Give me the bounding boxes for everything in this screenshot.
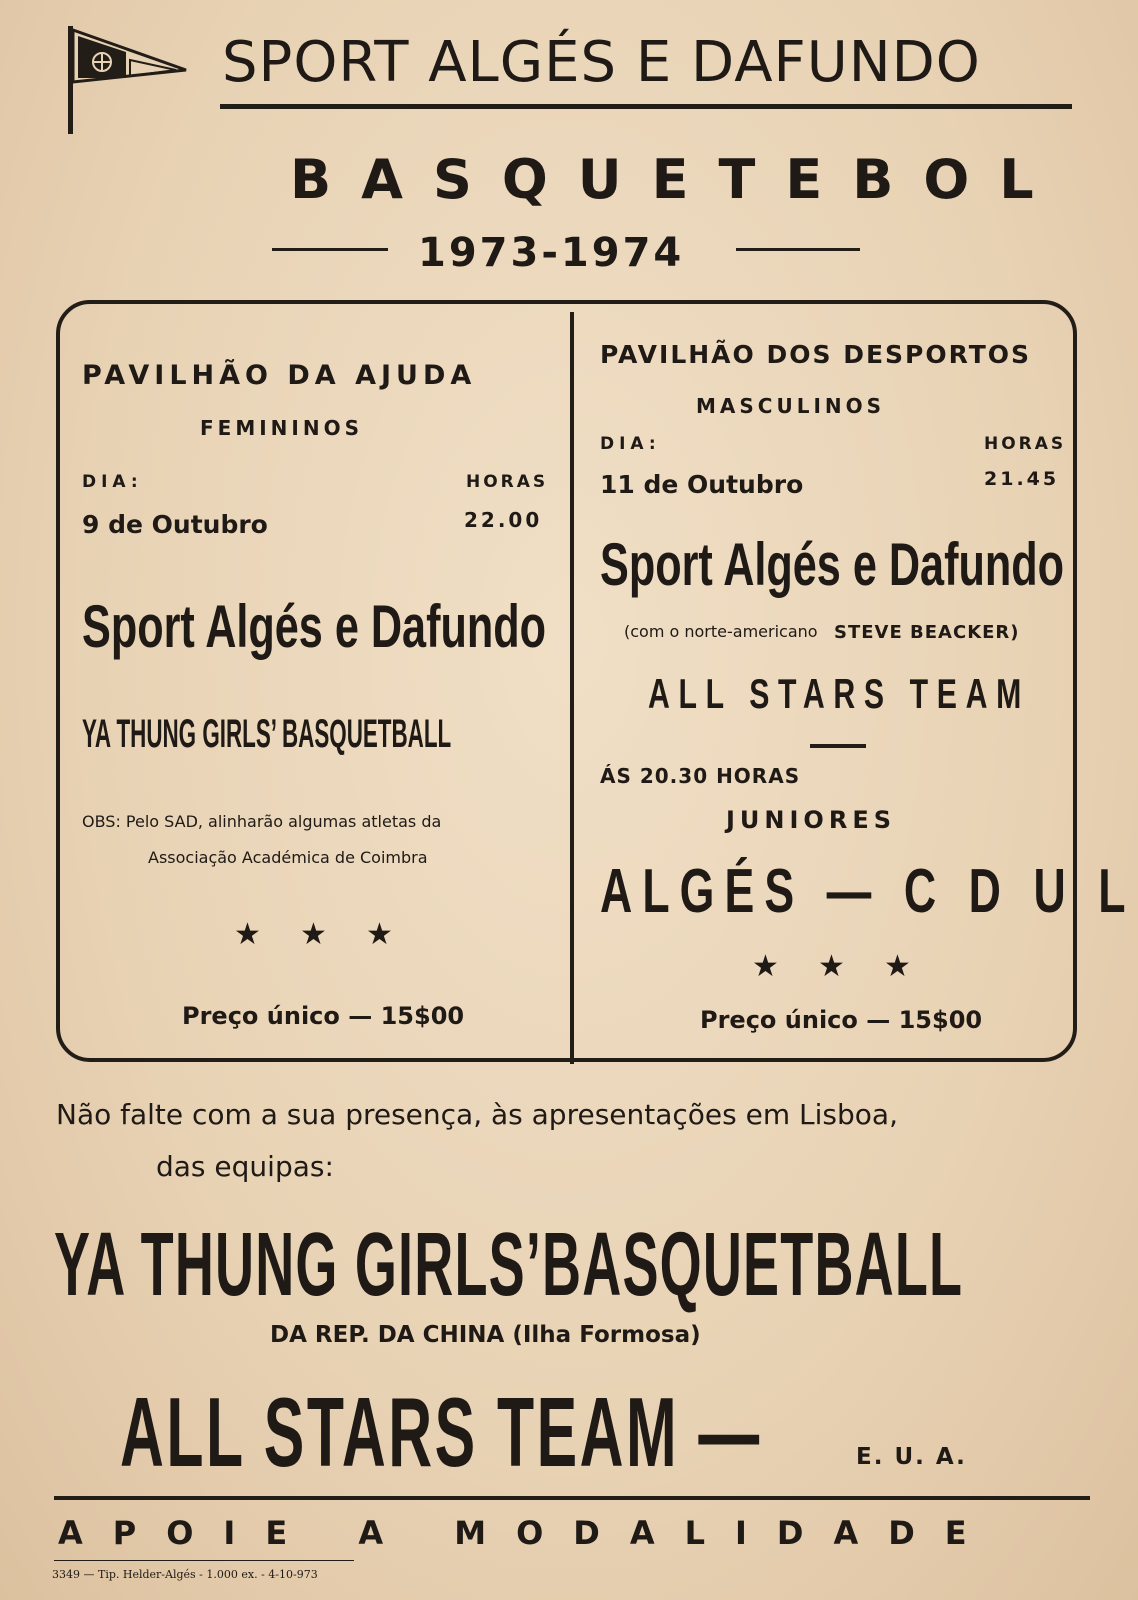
slogan: APOIE A MODALIDADE <box>58 1514 997 1552</box>
left-obs-line2: Associação Académica de Coimbra <box>148 848 428 867</box>
star-icon: ★ <box>818 949 845 984</box>
left-category: FEMININOS <box>200 416 363 440</box>
right-category: MASCULINOS <box>696 394 886 418</box>
right-junior-category: JUNIORES <box>726 806 896 834</box>
right-date: 11 de Outubro <box>600 470 804 499</box>
team2-name: ALL STARS TEAM — <box>120 1377 762 1487</box>
club-name: SPORT ALGÉS E DAFUNDO <box>222 30 981 95</box>
sport-title: BASQUETEBOL <box>290 148 1064 211</box>
right-home-team: Sport Algés e Dafundo <box>600 531 1065 598</box>
season-rule-right <box>736 248 860 251</box>
right-note-prefix: (com o norte-americano <box>624 622 818 641</box>
invite-line2: das equipas: <box>156 1150 334 1183</box>
star-icon: ★ <box>884 949 911 984</box>
team1-origin: DA REP. DA CHINA (Ilha Formosa) <box>270 1322 701 1348</box>
invite-line1: Não falte com a sua presença, às apresentações em Lisboa, <box>56 1098 898 1131</box>
right-junior-time: ÁS 20.30 HORAS <box>600 764 801 788</box>
star-icon: ★ <box>366 917 393 952</box>
left-day-label: DIA: <box>82 472 143 492</box>
right-hours-label: HORAS <box>984 434 1067 454</box>
left-date: 9 de Outubro <box>82 510 268 539</box>
printer-rule <box>54 1560 354 1561</box>
team2-country: E. U. A. <box>856 1444 967 1470</box>
panel-divider <box>570 312 574 1064</box>
left-hours-label: HORAS <box>466 472 549 492</box>
right-junior-match: ALGÉS — C D U L <box>600 857 1136 926</box>
right-note-name: STEVE BEACKER) <box>834 622 1020 643</box>
season: 1973-1974 <box>418 230 685 276</box>
left-home-team: Sport Algés e Dafundo <box>82 593 547 660</box>
right-price: Preço único — 15$00 <box>700 1006 983 1034</box>
right-time: 21.45 <box>984 468 1060 490</box>
left-time: 22.00 <box>464 508 543 532</box>
right-mid-rule <box>810 744 866 748</box>
header-rule <box>220 104 1072 109</box>
star-icon: ★ <box>300 917 327 952</box>
star-icon: ★ <box>234 917 261 952</box>
left-obs-line1: OBS: Pelo SAD, alinharão algumas atletas da <box>82 812 442 831</box>
right-away-team: ALL STARS TEAM <box>648 670 1030 717</box>
left-away-team: YA THUNG GIRLS’ BASQUETBALL <box>82 712 452 756</box>
left-venue: PAVILHÃO DA AJUDA <box>82 360 477 391</box>
printer-note: 3349 — Tip. Helder-Algés - 1.000 ex. - 4-10-973 <box>52 1568 318 1581</box>
star-icon: ★ <box>752 949 779 984</box>
left-price: Preço único — 15$00 <box>182 1002 465 1030</box>
pennant-flag-icon <box>64 22 194 137</box>
team1-name: YA THUNG GIRLS’BASQUETBALL <box>54 1215 964 1315</box>
season-rule-left <box>272 248 388 251</box>
right-day-label: DIA: <box>600 434 661 454</box>
right-venue: PAVILHÃO DOS DESPORTOS <box>600 340 1032 369</box>
bottom-rule <box>54 1496 1090 1500</box>
